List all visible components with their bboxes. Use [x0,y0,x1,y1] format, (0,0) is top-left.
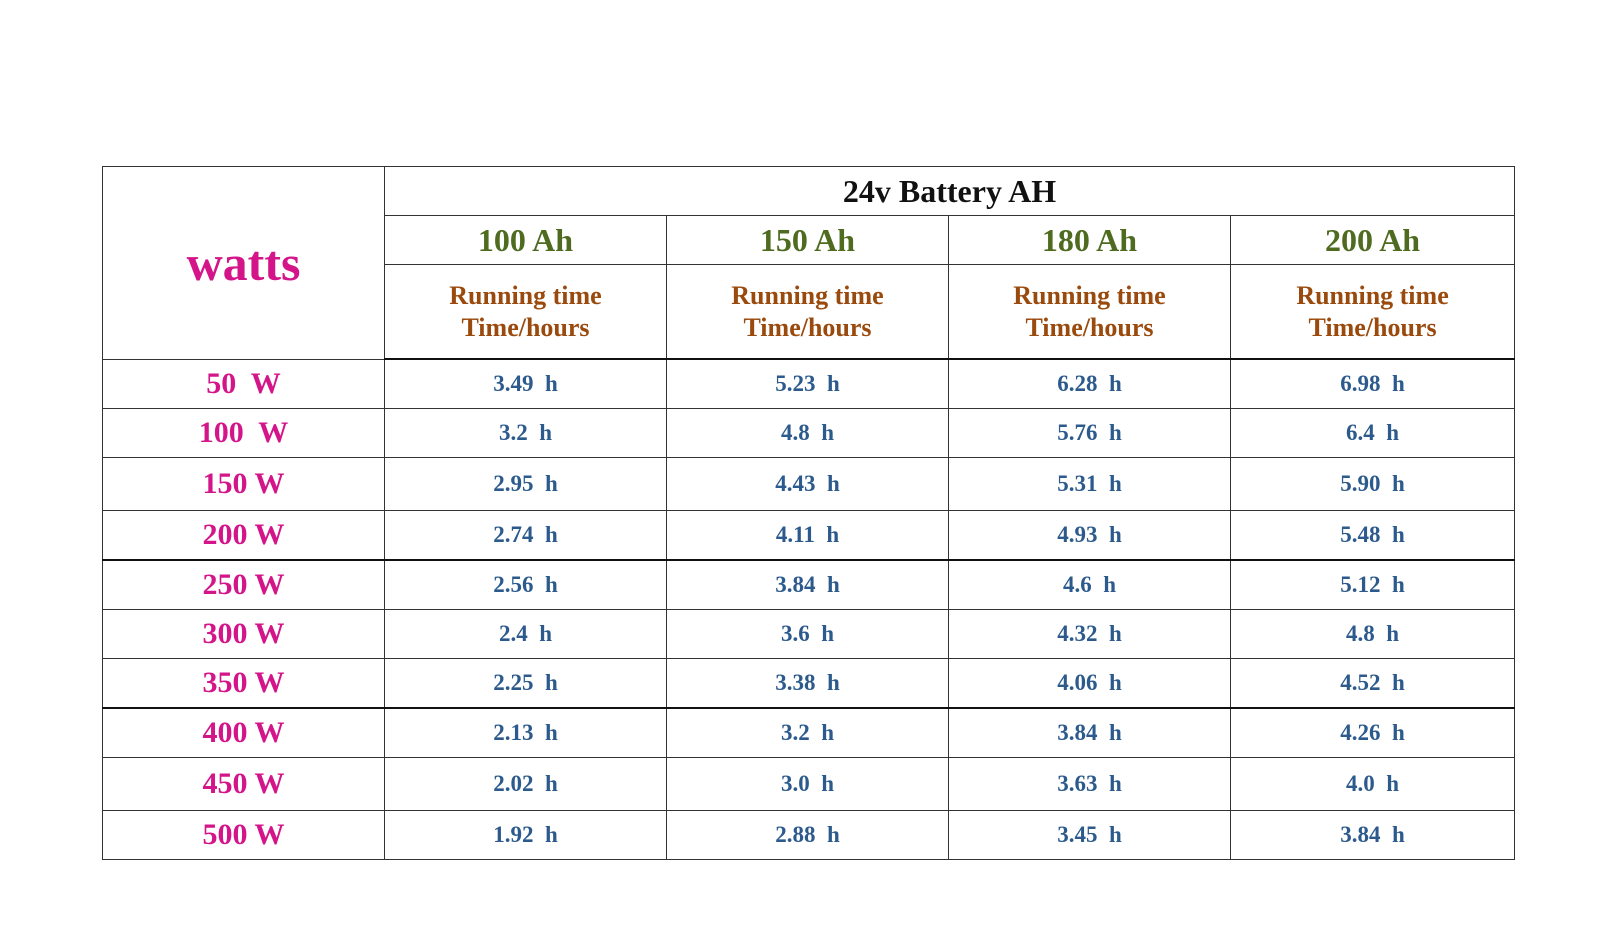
runtime-cell: 3.38 h [667,659,949,709]
runtime-cell: 6.4 h [1231,409,1515,458]
runtime-cell: 2.95 h [385,458,667,511]
runtime-cell: 4.11 h [667,511,949,561]
table-row [103,659,1515,709]
watt-cell: 250 W [103,560,385,610]
running-time-label: Running time [1296,280,1449,310]
watt-cell: 450 W [103,758,385,811]
runtime-cell: 6.98 h [1231,359,1515,409]
runtime-cell: 3.2 h [385,409,667,458]
runtime-cell: 2.13 h [385,708,667,758]
runtime-cell: 3.84 h [1231,811,1515,860]
runtime-cell: 5.90 h [1231,458,1515,511]
runtime-cell: 4.6 h [949,560,1231,610]
watt-cell: 400 W [103,708,385,758]
watt-cell: 200 W [103,511,385,561]
capacity-header-180: 180 Ah [949,216,1231,265]
battery-group-title: 24v Battery AH [385,167,1515,216]
runtime-cell: 6.28 h [949,359,1231,409]
runtime-cell: 1.92 h [385,811,667,860]
table-row [103,708,1515,758]
watt-cell: 50 W [103,359,385,409]
running-time-label: Running time [1013,280,1166,310]
runtime-cell: 3.84 h [949,708,1231,758]
capacity-header-150: 150 Ah [667,216,949,265]
running-time-header [385,265,667,360]
runtime-cell: 3.0 h [667,758,949,811]
runtime-cell: 5.48 h [1231,511,1515,561]
runtime-cell: 2.25 h [385,659,667,709]
runtime-cell: 5.31 h [949,458,1231,511]
table-row [103,359,1515,409]
runtime-cell: 5.12 h [1231,560,1515,610]
table-row [103,409,1515,458]
table-row [103,511,1515,561]
runtime-cell: 4.26 h [1231,708,1515,758]
time-hours-label: Time/hours [1308,312,1437,342]
runtime-cell: 4.52 h [1231,659,1515,709]
runtime-cell: 5.23 h [667,359,949,409]
capacity-header-200: 200 Ah [1231,216,1515,265]
runtime-cell: 3.6 h [667,610,949,659]
runtime-cell: 2.02 h [385,758,667,811]
running-time-label: Running time [731,280,884,310]
runtime-cell: 2.56 h [385,560,667,610]
running-time-header [1231,265,1515,360]
runtime-cell: 4.43 h [667,458,949,511]
runtime-cell: 3.45 h [949,811,1231,860]
runtime-cell: 3.84 h [667,560,949,610]
time-hours-label: Time/hours [461,312,590,342]
table-row [103,758,1515,811]
runtime-cell: 4.0 h [1231,758,1515,811]
table-row [103,560,1515,610]
runtime-cell: 4.93 h [949,511,1231,561]
watt-cell: 150 W [103,458,385,511]
table-row [103,458,1515,511]
watt-cell: 300 W [103,610,385,659]
runtime-cell: 3.63 h [949,758,1231,811]
watts-column-header: watts [103,167,385,360]
table-row [103,811,1515,860]
running-time-header [667,265,949,360]
table-row [103,610,1515,659]
capacity-header-100: 100 Ah [385,216,667,265]
running-time-header [949,265,1231,360]
runtime-cell: 2.74 h [385,511,667,561]
watt-cell: 350 W [103,659,385,709]
time-hours-label: Time/hours [1025,312,1154,342]
runtime-cell: 2.88 h [667,811,949,860]
running-time-label: Running time [449,280,602,310]
watt-cell: 100 W [103,409,385,458]
runtime-cell: 4.8 h [1231,610,1515,659]
runtime-cell: 4.32 h [949,610,1231,659]
runtime-cell: 3.2 h [667,708,949,758]
runtime-cell: 4.8 h [667,409,949,458]
battery-runtime-table [102,166,1515,860]
runtime-cell: 2.4 h [385,610,667,659]
runtime-cell: 5.76 h [949,409,1231,458]
time-hours-label: Time/hours [743,312,872,342]
runtime-cell: 4.06 h [949,659,1231,709]
watt-cell: 500 W [103,811,385,860]
runtime-cell: 3.49 h [385,359,667,409]
